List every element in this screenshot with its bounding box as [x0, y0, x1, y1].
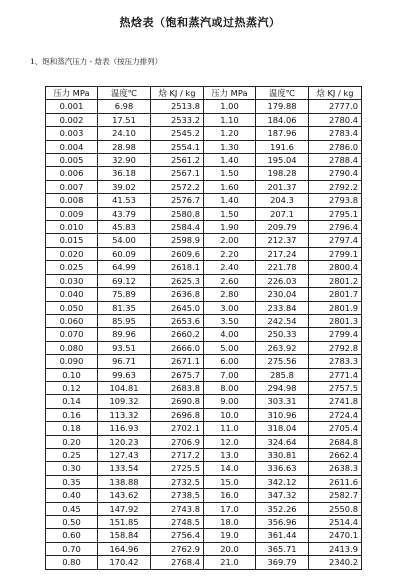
- temperature-cell: 318.04: [256, 422, 309, 435]
- table-row: [46, 368, 362, 381]
- temperature-cell: 201.37: [256, 180, 309, 193]
- pressure-cell: 0.12: [46, 381, 98, 394]
- enthalpy-cell: 2792.8: [309, 341, 362, 354]
- temperature-cell: 221.78: [256, 261, 309, 274]
- table-row: [46, 180, 362, 193]
- temperature-cell: 60.09: [98, 247, 151, 260]
- enthalpy-cell: 2653.6: [151, 314, 204, 327]
- temperature-cell: 275.56: [256, 355, 309, 368]
- enthalpy-cell: 2340.2: [309, 556, 362, 569]
- table-row: [46, 328, 362, 341]
- enthalpy-cell: 2793.8: [309, 194, 362, 207]
- temperature-cell: 361.44: [256, 529, 309, 542]
- temperature-cell: 147.92: [98, 502, 151, 515]
- enthalpy-cell: 2790.4: [309, 167, 362, 180]
- enthalpy-cell: 2792.2: [309, 180, 362, 193]
- enthalpy-cell: 2777.0: [309, 100, 362, 113]
- enthalpy-cell: 2800.4: [309, 261, 362, 274]
- table-row: [46, 341, 362, 354]
- temperature-cell: 41.53: [98, 194, 151, 207]
- enthalpy-cell: 2554.1: [151, 140, 204, 153]
- temperature-cell: 184.06: [256, 113, 309, 126]
- pressure-cell: 9.00: [204, 395, 256, 408]
- temperature-cell: 204.3: [256, 194, 309, 207]
- pressure-cell: 17.0: [204, 502, 256, 515]
- pressure-cell: 0.10: [46, 368, 98, 381]
- temperature-cell: 81.35: [98, 301, 151, 314]
- enthalpy-cell: 2741.8: [309, 395, 362, 408]
- table-row: [46, 381, 362, 394]
- pressure-cell: 2.40: [204, 261, 256, 274]
- pressure-cell: 1.50: [204, 167, 256, 180]
- pressure-cell: 0.30: [46, 462, 98, 475]
- pressure-cell: 1.60: [204, 180, 256, 193]
- pressure-cell: 16.0: [204, 489, 256, 502]
- table-row: [46, 516, 362, 529]
- pressure-cell: 0.18: [46, 422, 98, 435]
- enthalpy-cell: 2799.4: [309, 328, 362, 341]
- enthalpy-cell: 2545.2: [151, 127, 204, 140]
- enthalpy-cell: 2598.9: [151, 234, 204, 247]
- enthalpy-cell: 2702.1: [151, 422, 204, 435]
- temperature-cell: 143.62: [98, 489, 151, 502]
- pressure-cell: 0.090: [46, 355, 98, 368]
- enthalpy-cell: 2743.8: [151, 502, 204, 515]
- pressure-cell: 0.001: [46, 100, 98, 113]
- temperature-cell: 104.81: [98, 381, 151, 394]
- enthalpy-cell: 2795.1: [309, 207, 362, 220]
- table-row: [46, 154, 362, 167]
- temperature-cell: 24.10: [98, 127, 151, 140]
- table-row: [46, 529, 362, 542]
- temperature-cell: 158.84: [98, 529, 151, 542]
- enthalpy-cell: 2561.2: [151, 154, 204, 167]
- enthalpy-cell: 2797.4: [309, 234, 362, 247]
- enthalpy-cell: 2732.5: [151, 475, 204, 488]
- table-row: [46, 288, 362, 301]
- table-row: [46, 355, 362, 368]
- pressure-cell: 12.0: [204, 435, 256, 448]
- pressure-cell: 0.040: [46, 288, 98, 301]
- header-pressure-right: 压力 MPa: [204, 87, 256, 100]
- header-enthalpy-right: 焓 KJ / kg: [309, 87, 362, 100]
- enthalpy-cell: 2717.2: [151, 448, 204, 461]
- pressure-cell: 0.009: [46, 207, 98, 220]
- temperature-cell: 294.98: [256, 381, 309, 394]
- temperature-cell: 217.24: [256, 247, 309, 260]
- table-row: [46, 475, 362, 488]
- pressure-cell: 1.40: [204, 194, 256, 207]
- header-pressure-left: 压力 MPa: [46, 87, 98, 100]
- enthalpy-cell: 2768.4: [151, 556, 204, 569]
- table-row: [46, 462, 362, 475]
- pressure-cell: 0.008: [46, 194, 98, 207]
- enthalpy-cell: 2724.4: [309, 408, 362, 421]
- pressure-cell: 15.0: [204, 475, 256, 488]
- enthalpy-cell: 2706.9: [151, 435, 204, 448]
- enthalpy-cell: 2684.8: [309, 435, 362, 448]
- table-row: [46, 556, 362, 569]
- header-temperature-right: 温度℃: [256, 87, 309, 100]
- enthalpy-cell: 2705.4: [309, 422, 362, 435]
- document-title: 热焓表（饱和蒸汽或过热蒸汽）: [119, 16, 281, 29]
- pressure-cell: 0.40: [46, 489, 98, 502]
- table-row: [46, 542, 362, 555]
- table-row: [46, 314, 362, 327]
- pressure-cell: 0.030: [46, 274, 98, 287]
- enthalpy-cell: 2675.7: [151, 368, 204, 381]
- enthalpy-cell: 2470.1: [309, 529, 362, 542]
- pressure-cell: 0.50: [46, 516, 98, 529]
- temperature-cell: 369.79: [256, 556, 309, 569]
- temperature-cell: 263.92: [256, 341, 309, 354]
- temperature-cell: 195.04: [256, 154, 309, 167]
- table-header-row: [46, 87, 362, 100]
- temperature-cell: 54.00: [98, 234, 151, 247]
- pressure-cell: 1.50: [204, 207, 256, 220]
- enthalpy-cell: 2696.8: [151, 408, 204, 421]
- temperature-cell: 365.71: [256, 542, 309, 555]
- temperature-cell: 120.23: [98, 435, 151, 448]
- pressure-cell: 0.025: [46, 261, 98, 274]
- enthalpy-cell: 2796.4: [309, 221, 362, 234]
- pressure-cell: 0.070: [46, 328, 98, 341]
- temperature-cell: 39.02: [98, 180, 151, 193]
- table-row: [46, 274, 362, 287]
- header-enthalpy-left: 焓 KJ / kg: [151, 87, 204, 100]
- temperature-cell: 207.1: [256, 207, 309, 220]
- temperature-cell: 285.8: [256, 368, 309, 381]
- enthalpy-cell: 2738.5: [151, 489, 204, 502]
- temperature-cell: 352.26: [256, 502, 309, 515]
- temperature-cell: 45.83: [98, 221, 151, 234]
- table-row: [46, 502, 362, 515]
- temperature-cell: 212.37: [256, 234, 309, 247]
- pressure-cell: 0.005: [46, 154, 98, 167]
- pressure-cell: 6.00: [204, 355, 256, 368]
- pressure-cell: 1.40: [204, 154, 256, 167]
- table-row: [46, 395, 362, 408]
- pressure-cell: 0.003: [46, 127, 98, 140]
- temperature-cell: 43.79: [98, 207, 151, 220]
- enthalpy-cell: 2584.4: [151, 221, 204, 234]
- table-row: [46, 113, 362, 126]
- enthalpy-cell: 2660.2: [151, 328, 204, 341]
- temperature-cell: 170.42: [98, 556, 151, 569]
- pressure-cell: 2.80: [204, 288, 256, 301]
- temperature-cell: 127.43: [98, 448, 151, 461]
- pressure-cell: 8.00: [204, 381, 256, 394]
- enthalpy-cell: 2801.9: [309, 301, 362, 314]
- enthalpy-cell: 2514.4: [309, 516, 362, 529]
- temperature-cell: 198.28: [256, 167, 309, 180]
- enthalpy-cell: 2783.3: [309, 355, 362, 368]
- pressure-cell: 1.00: [204, 100, 256, 113]
- temperature-cell: 336.63: [256, 462, 309, 475]
- enthalpy-cell: 2580.8: [151, 207, 204, 220]
- temperature-cell: 99.63: [98, 368, 151, 381]
- temperature-cell: 28.98: [98, 140, 151, 153]
- temperature-cell: 164.96: [98, 542, 151, 555]
- enthalpy-cell: 2683.8: [151, 381, 204, 394]
- temperature-cell: 75.89: [98, 288, 151, 301]
- table-row: [46, 261, 362, 274]
- enthalpy-cell: 2611.6: [309, 475, 362, 488]
- temperature-cell: 347.32: [256, 489, 309, 502]
- temperature-cell: 151.85: [98, 516, 151, 529]
- pressure-cell: 2.20: [204, 247, 256, 260]
- enthalpy-cell: 2757.5: [309, 381, 362, 394]
- enthalpy-cell: 2671.1: [151, 355, 204, 368]
- enthalpy-cell: 2690.8: [151, 395, 204, 408]
- enthalpy-cell: 2788.4: [309, 154, 362, 167]
- temperature-cell: 324.64: [256, 435, 309, 448]
- pressure-cell: 10.0: [204, 408, 256, 421]
- enthalpy-cell: 2801.2: [309, 274, 362, 287]
- table-row: [46, 234, 362, 247]
- temperature-cell: 342.12: [256, 475, 309, 488]
- temperature-cell: 109.32: [98, 395, 151, 408]
- temperature-cell: 96.71: [98, 355, 151, 368]
- pressure-cell: 0.007: [46, 180, 98, 193]
- enthalpy-cell: 2666.0: [151, 341, 204, 354]
- pressure-cell: 4.00: [204, 328, 256, 341]
- table-row: [46, 167, 362, 180]
- temperature-cell: 17.51: [98, 113, 151, 126]
- table-row: [46, 448, 362, 461]
- temperature-cell: 303.31: [256, 395, 309, 408]
- pressure-cell: 0.14: [46, 395, 98, 408]
- enthalpy-cell: 2786.0: [309, 140, 362, 153]
- pressure-cell: 20.0: [204, 542, 256, 555]
- pressure-cell: 0.015: [46, 234, 98, 247]
- table-row: [46, 422, 362, 435]
- pressure-cell: 0.70: [46, 542, 98, 555]
- pressure-cell: 0.006: [46, 167, 98, 180]
- table-body: [46, 100, 362, 569]
- table-row: [46, 140, 362, 153]
- temperature-cell: 36.18: [98, 167, 151, 180]
- pressure-cell: 1.10: [204, 113, 256, 126]
- enthalpy-cell: 2609.6: [151, 247, 204, 260]
- pressure-cell: 3.50: [204, 314, 256, 327]
- pressure-cell: 14.0: [204, 462, 256, 475]
- temperature-cell: 242.54: [256, 314, 309, 327]
- pressure-cell: 0.060: [46, 314, 98, 327]
- table-row: [46, 435, 362, 448]
- enthalpy-cell: 2625.3: [151, 274, 204, 287]
- table-row: [46, 127, 362, 140]
- enthalpy-cell: 2801.3: [309, 314, 362, 327]
- table-row: [46, 207, 362, 220]
- temperature-cell: 32.90: [98, 154, 151, 167]
- temperature-cell: 133.54: [98, 462, 151, 475]
- temperature-cell: 93.51: [98, 341, 151, 354]
- pressure-cell: 13.0: [204, 448, 256, 461]
- enthalpy-cell: 2513.8: [151, 100, 204, 113]
- section-heading: 1、饱和蒸汽压力 - 焓表（按压力排列）: [30, 57, 163, 66]
- enthalpy-cell: 2762.9: [151, 542, 204, 555]
- enthalpy-cell: 2780.4: [309, 113, 362, 126]
- steam-enthalpy-table: [45, 86, 362, 570]
- pressure-cell: 0.20: [46, 435, 98, 448]
- temperature-cell: 230.04: [256, 288, 309, 301]
- pressure-cell: 0.35: [46, 475, 98, 488]
- table-row: [46, 247, 362, 260]
- pressure-cell: 0.60: [46, 529, 98, 542]
- header-temperature-left: 温度℃: [98, 87, 151, 100]
- enthalpy-cell: 2799.1: [309, 247, 362, 260]
- pressure-cell: 2.00: [204, 234, 256, 247]
- enthalpy-cell: 2645.0: [151, 301, 204, 314]
- enthalpy-cell: 2638.3: [309, 462, 362, 475]
- pressure-cell: 7.00: [204, 368, 256, 381]
- pressure-cell: 0.080: [46, 341, 98, 354]
- temperature-cell: 64.99: [98, 261, 151, 274]
- enthalpy-cell: 2748.5: [151, 516, 204, 529]
- temperature-cell: 250.33: [256, 328, 309, 341]
- temperature-cell: 85.95: [98, 314, 151, 327]
- temperature-cell: 6.98: [98, 100, 151, 113]
- temperature-cell: 179.88: [256, 100, 309, 113]
- pressure-cell: 1.90: [204, 221, 256, 234]
- pressure-cell: 0.010: [46, 221, 98, 234]
- enthalpy-cell: 2550.8: [309, 502, 362, 515]
- enthalpy-cell: 2756.4: [151, 529, 204, 542]
- pressure-cell: 19.0: [204, 529, 256, 542]
- temperature-cell: 356.96: [256, 516, 309, 529]
- pressure-cell: 0.16: [46, 408, 98, 421]
- enthalpy-cell: 2662.4: [309, 448, 362, 461]
- temperature-cell: 113.32: [98, 408, 151, 421]
- table-row: [46, 489, 362, 502]
- temperature-cell: 226.03: [256, 274, 309, 287]
- temperature-cell: 116.93: [98, 422, 151, 435]
- enthalpy-cell: 2783.4: [309, 127, 362, 140]
- table-row: [46, 100, 362, 113]
- pressure-cell: 1.20: [204, 127, 256, 140]
- enthalpy-cell: 2567.1: [151, 167, 204, 180]
- temperature-cell: 69.12: [98, 274, 151, 287]
- enthalpy-cell: 2413.9: [309, 542, 362, 555]
- pressure-cell: 0.004: [46, 140, 98, 153]
- table-row: [46, 408, 362, 421]
- pressure-cell: 3.00: [204, 301, 256, 314]
- enthalpy-cell: 2533.2: [151, 113, 204, 126]
- pressure-cell: 5.00: [204, 341, 256, 354]
- table-row: [46, 301, 362, 314]
- pressure-cell: 1.30: [204, 140, 256, 153]
- pressure-cell: 0.020: [46, 247, 98, 260]
- temperature-cell: 233.84: [256, 301, 309, 314]
- pressure-cell: 0.002: [46, 113, 98, 126]
- pressure-cell: 0.80: [46, 556, 98, 569]
- enthalpy-cell: 2636.8: [151, 288, 204, 301]
- enthalpy-cell: 2572.2: [151, 180, 204, 193]
- pressure-cell: 11.0: [204, 422, 256, 435]
- temperature-cell: 330.81: [256, 448, 309, 461]
- temperature-cell: 191.6: [256, 140, 309, 153]
- pressure-cell: 0.050: [46, 301, 98, 314]
- pressure-cell: 2.60: [204, 274, 256, 287]
- pressure-cell: 18.0: [204, 516, 256, 529]
- temperature-cell: 187.96: [256, 127, 309, 140]
- table-row: [46, 221, 362, 234]
- pressure-cell: 0.45: [46, 502, 98, 515]
- pressure-cell: 0.25: [46, 448, 98, 461]
- enthalpy-cell: 2582.7: [309, 489, 362, 502]
- temperature-cell: 89.96: [98, 328, 151, 341]
- enthalpy-cell: 2725.5: [151, 462, 204, 475]
- pressure-cell: 21.0: [204, 556, 256, 569]
- temperature-cell: 209.79: [256, 221, 309, 234]
- enthalpy-cell: 2801.7: [309, 288, 362, 301]
- enthalpy-cell: 2618.1: [151, 261, 204, 274]
- table-row: [46, 194, 362, 207]
- enthalpy-cell: 2576.7: [151, 194, 204, 207]
- enthalpy-cell: 2771.4: [309, 368, 362, 381]
- temperature-cell: 138.88: [98, 475, 151, 488]
- temperature-cell: 310.96: [256, 408, 309, 421]
